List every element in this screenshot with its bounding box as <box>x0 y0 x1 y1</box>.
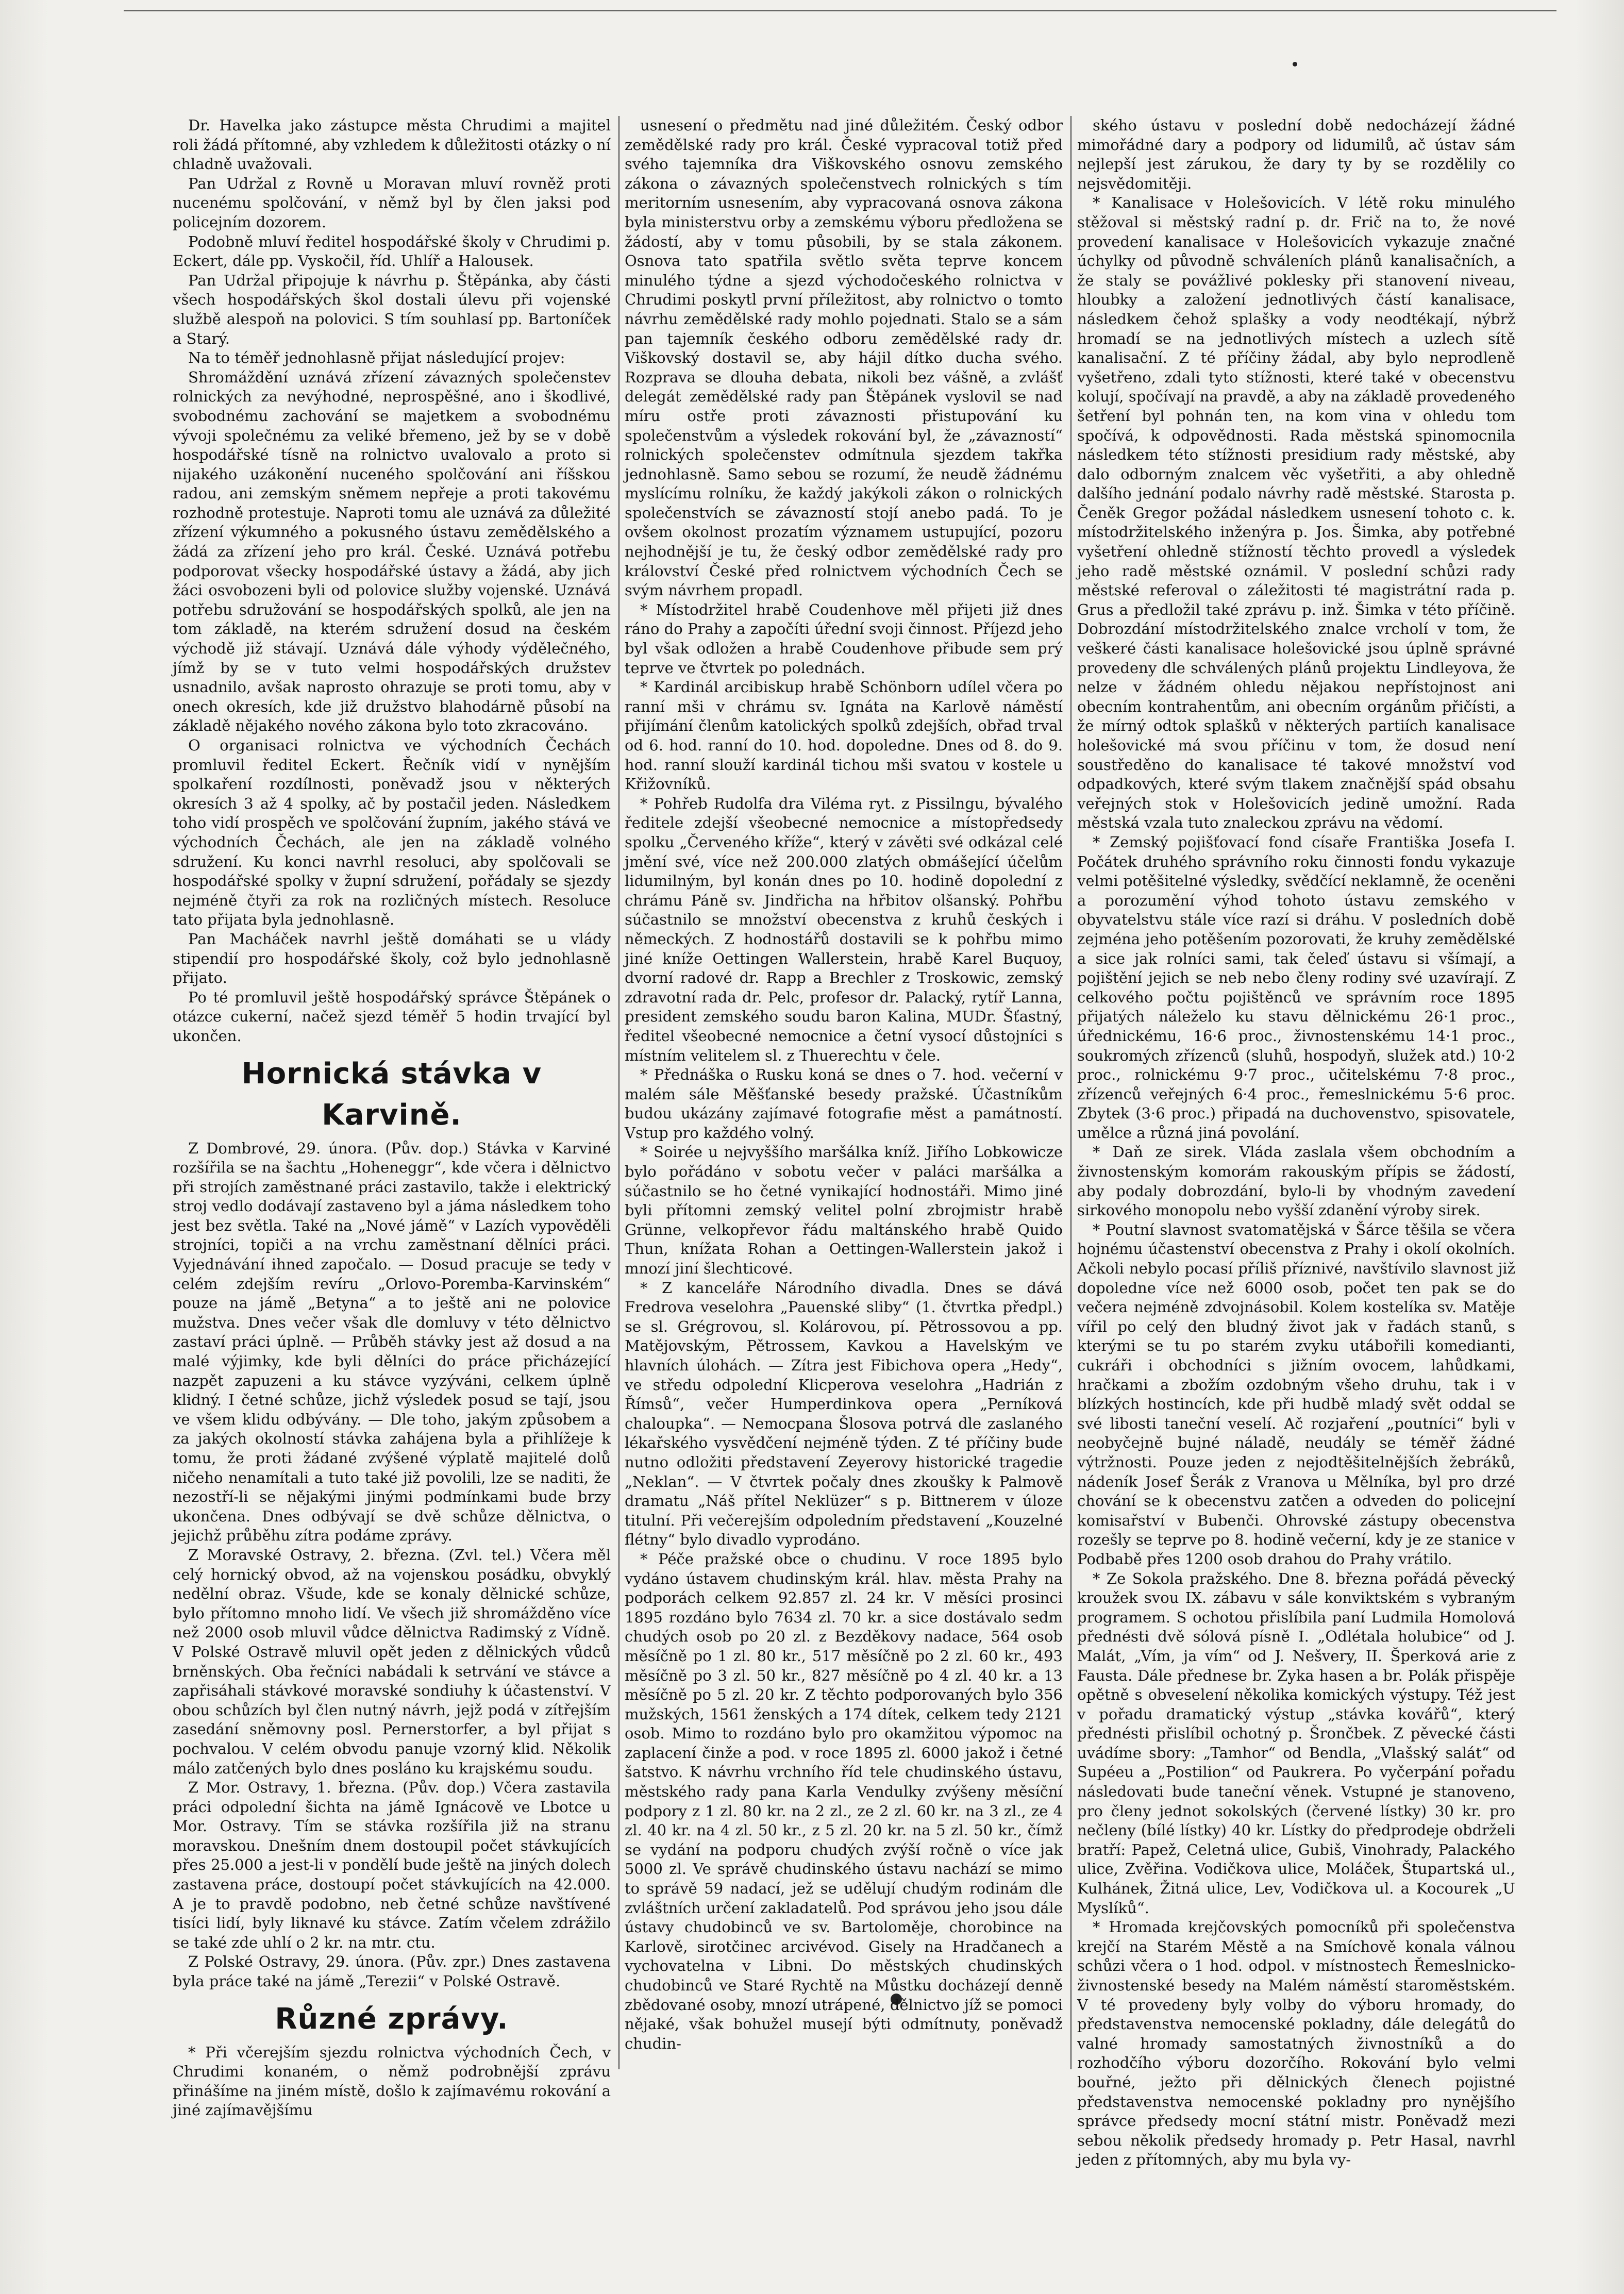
article-farmers-congress <box>173 116 611 1046</box>
paragraph: Z Polské Ostravy, 29. února. (Pův. zpr.) Dnes zastavena byla práce také na jámě „Terezii“ v Polské Ostravě. <box>173 1953 611 1990</box>
paragraph: Pan Udržal připojuje k návrhu p. Štěpánka, aby části všech hospodářských škol dostali úlevu při vojenské službě alespoň na polovici. S tím souhlasí pp. Bartoníček a Starý. <box>173 271 611 347</box>
paragraph: Po té promluvil ještě hospodářský správce Štěpánek o otázce cukerní, načež sjezd téměř 5 hodin trvající byl ukončen. <box>173 988 611 1045</box>
paragraph: * Poutní slavnost svatomatějská v Šárce těšila se včera hojnému účastenství obecenstva z Prahy i okolí okolních. Ačkoli nebylo pocasí příliš příznivé, navštívilo slavnost již dopoledne více než 6000 osob, počet ten pak se do večera nejméně zdvojnásobil. Kolem kostelíka sv. Matěje vířil po celý den bludný život jak v řadách stanů, s kterými se tu po starém zvyku utábořili komedianti, cukráři i obchodníci s jižním ovocem, lahůdkami, hračkami a zbožím ozdobným všeho druhu, tak i v blízkých hostincích, kde při hudbě mladý svět oddal se své libosti taneční veselí. Ač rozjaření „poutníci“ byli v neobyčejně bujné náladě, neudály se téměř žádné výtržnosti. Pouze jeden z nejodtěšitelnějších žebráků, nádeník Josef Šerák z Vranova u Mělníka, byl pro drzé chování se k obecenstvu zatčen a odveden do policejní komisařství v Bubenči. Ohrovské zástupy obecenstva rozešly se teprve po 8. hodině večerní, kdy je ze stanice v Podbabě přes 1200 osob drahou do Prahy vrátilo. <box>1077 1220 1515 1568</box>
paragraph: * Péče pražské obce o chudinu. V roce 1895 bylo vydáno ústavem chudinským král. hlav. města Prahy na podporách celkem 92.857 zl. 24 kr. V měsíci prosinci 1895 rozdáno bylo 7634 zl. 70 kr. a sice dostávalo sedm chudých osob po 20 zl. z Bezděkovy nadace, 564 osob měsíčně po 1 zl. 80 kr., 517 měsíčně po 2 zl. 60 kr., 493 měsíčně po 3 zl. 50 kr., 827 měsíčně po 4 zl. 40 kr. a 13 měsíčně po 5 zl. 20 kr. Z těchto podporovaných bylo 356 mužských, 1561 ženských a 174 dítek, celkem tedy 2121 osob. Mimo to rozdáno bylo pro okamžitou výpomoc na zaplacení činže a pod. v roce 1895 zl. 6000 jakož i četné šatstvo. K návrhu vrchního říd tele chudinského ústavu, městského rady pana Karla Vendulky zvýšeny měsíční podpory z 1 zl. 80 kr. na 2 zl., ze 2 zl. 60 kr. na 3 zl., ze 4 zl. 40 kr. na 4 zl. 50 kr., z 5 zl. 20 kr. na 5 zl. 50 kr., čímž se vydání na podporu chudých zvýší ročně o více jak 5000 zl. Ve správě chudinského ústavu nachází se mimo to správě 59 nadací, jež se udělují chudým rodinám dle zvláštních určení zakladatelů. Pod správou jeho jsou dále ústavy chudobinců ve sv. Bartoloměje, chorobince na Karlově, sirotčinec arcivévod. Gisely na Hradčanech a vychovatelna v Libni. Do městských chudinských chudobinců ve Staré Rychtě na Můstku docházejí denně zbědované osoby, mnozí utrápené, dělnictvo jíž se pomoci nějaké, však bohužel musejí býti odmítnuty, poněvadž chudin- <box>625 1550 1063 2052</box>
headline-news: Různé zprávy. <box>275 2002 509 2036</box>
paragraph: * Zemský pojišťovací fond císaře Františka Josefa I. Počátek druhého správního roku činnosti fondu vykazuje velmi potěšitelné výsledky, svědčící neklamně, že oceněni a porozumění výhod tohoto ústavu zemského v obyvatelstvu stále více razí si dráhu. V posledních době zejména jeho potěšením pozorovati, že kruhy zemědělské a sice jak rolníci sami, tak čeleď ústavu si všímají, a pojištění jejich se neb nebo členy rodiny své uzavírají. Z celkového počtu pojištěnců ve správním roce 1895 přijatých náleželo ku stavu dělnickému 26·1 proc., úřednickému, 16·6 proc., živnostenskému 14·1 proc., soukromých zřízenců (sluhů, hospodyň, služek atd.) 10·2 proc., rolnickému 9·7 proc., učitelskému 7·8 proc., zřízenců veřejných 6·4 proc., řemeslnickému 5·6 proc. Zbytek (3·6 proc.) připadá na duchovenstvo, spisovatele, umělce a různá jiná povolání. <box>1077 833 1515 1142</box>
paragraph: ského ústavu v poslední době nedocházejí žádné mimořádné dary a podpory od lidumilů, ač ústav sám nejlepší jest zárukou, že dary ty by se rozdělily co nejsvědomitěji. <box>1077 116 1515 192</box>
paragraph: * Místodržitel hrabě Coudenhove měl přijeti již dnes ráno do Prahy a započíti úřední svoji činnost. Příjezd jeho byl však odložen a hrabě Coudenhove přibude sem prý teprve ve čtvrtek po polednách. <box>625 600 1063 677</box>
paragraph: Dr. Havelka jako zástupce města Chrudimi a majitel roli žádá přítomné, aby vzhledem k důležitosti otázky o ní chladně uvažovali. <box>173 116 611 173</box>
column-left <box>173 116 611 2119</box>
paragraph: usnesení o předmětu nad jiné důležitém. Český odbor zemědělské rady pro král. České vypracoval totiž před svého tajemníka dra Viškovského osnovu zemského zákona o závazných společenstvech rolnických s tím meritorním usnesením, aby vypracovaná osnova zákona byla ministerstvu orby a zemskému výboru předložena se žádostí, aby v tomu působili, by se stala zákonem. Osnova tato spatřila světlo světa teprve koncem minulého týdne a sjezd východočeského rolnictva v Chrudimi poskytl první příležitost, aby rolnictvo o tomto návrhu zemědělské rady mohlo pojednati. Stalo se a sám pan tajemník českého odboru zemědělské rady dr. Viškovský dostavil se, aby hájil dítko ducha svého. Rozprava se dlouha debata, nikoli bez vášně, a zvlášť delegát zemědělské rady pan Štěpánek vyslovil se nad míru ostře proti závaznosti přistupování ku společenstvům a výsledek rokování byl, že „závazností“ rolnických společenstev odmítnula sjezdem takřka jednohlasně. Samo sebou se rozumí, že neudě žádnému myslícímu rolníku, že každý jakýkoli zákon o rolnických společenstvích se závazností stojí anebo padá. To je ovšem okolnost prozatím významem ustupující, pozoru nejhodnější je tu, že český odbor zemědělské rady pro království České před rolnictvem východních Čech se svým návrhem propadl. <box>625 116 1063 599</box>
paragraph: O organisaci rolnictva ve východních Čechách promluvil ředitel Eckert. Řečník vidí v nynějším spolkaření rozdílnosti, poněvadž jsou v některých okresích 3 až 4 spolky, ač by postačil jeden. Následkem toho vidí prospěch ve spolčování župním, jakého stává ve východních Čechách, ale jen na základě volného sdružení. Ku konci navrhl resoluci, aby spolčovali se hospodářské spolky v župní sdružení, pořádaly se sjezdy nejméně čtyři za rok na rozličných místech. Resoluce tato přijata byla jednohlasně. <box>173 736 611 929</box>
column-right <box>1077 116 1515 2169</box>
paragraph: Z Mor. Ostravy, 1. března. (Pův. dop.) Včera zastavila práci odpolední šichta na jámě Ignácově ve Lbotce u Mor. Ostravy. Tím se stávka rozšířila již na stranu moravskou. Dnešním dnem dostoupil počet stávkujících přes 25.000 a jest-li v pondělí bude ještě na jiných dolech zastavena práce, dostoupí počet stávkujících na 42.000. A je to pravdě podobno, neb četné schůze navštívené tisíci lidí, byly liknavé ku stávce. Zatím včelem zdrážilo se také zde uhlí o 2 kr. na mtr. ctu. <box>173 1779 611 1951</box>
column-rule <box>1070 116 1071 2069</box>
paragraph: * Přednáška o Rusku koná se dnes o 7. hod. večerní v malém sále Měšťanské besedy pražské. Účastníkům budou ukázány zajímavé fotografie měst a památností. Vstup pro každého volný. <box>625 1066 1063 1142</box>
article-strike <box>173 1139 611 1991</box>
paragraph: * Daň ze sirek. Vláda zaslala všem obchodním a živnostenským komorám rakouským přípis se žádostí, aby podaly dobrozdání, bylo-li by vhodným zavedení sirkového monopolu nebo vyšší zdanění výroby sirek. <box>1077 1143 1515 1219</box>
paragraph: * Pohřeb Rudolfa dra Viléma ryt. z Pissilngu, bývalého ředitele zdejší všeobecné nemocnice a místopředsedy spolku „Červeného kříže“, který v závěti své odkázal celé jmění své, více než 200.000 zlatých obmášející účelům lidumilným, byl konán dnes po 10. hodině dopolední z chrámu Páně sv. Jindřicha na hřbitov olšanský. Pohřbu súčastnilo se množství obecenstva z kruhů českých i německých. Z hodnostářů dostavili se k pohřbu mimo jiné kníže Oettingen Wallerstein, hrabě Karel Buquoy, dvorní radové dr. Rapp a Brechler z Troskowic, zemský zdravotní rada dr. Pelc, profesor dr. Palacký, rytíř Lanna, president zemského soudu baron Kalina, MUDr. Šťastný, ředitel všeobecné nemocnice a četní vysocí důstojníci s místním velitelem sl. z Thuerechtu v čele. <box>625 794 1063 1064</box>
paragraph: Z Moravské Ostravy, 2. března. (Zvl. tel.) Včera měl celý hornický obvod, až na vojenskou posádku, obvyklý nedělní obraz. Všude, kde se konaly dělnické schůze, bylo přítomno mnoho lidí. Ve všech již shromážděno více než 2000 osob mluvil vůdce dělnictva Radimský z Vídně. V Polské Ostravě mluvil opět jeden z dělnických vůdců brněnských. Oba řečníci nabádali k setrvání ve stávce a zapřisáhali stávkové moravské sondiuhy k účastenství. V obou schůzích byl člen nutný návrh, jejž podá v zítřejším zasedání sněmovny posl. Pernerstorfer, a byl přijat s pochvalou. V celém obvodu panuje vzorný klid. Několik málo zatčených bylo dnes posláno ku krajskému soudu. <box>173 1546 611 1777</box>
article-news <box>173 2043 611 2120</box>
paragraph: Na to téměř jednohlasně přijat následující projev: <box>188 349 565 367</box>
paragraph: Z Dombrové, 29. února. (Pův. dop.) Stávka v Karviné rozšířila se na šachtu „Hoheneggr“, kde včera i dělnictvo při strojích zaměstnané práci zastavilo, takže i elektrický stroj vedlo dodávají zastaveno byl a jáma následkem toho jest bez světla. Také na „Nové jámě“ v Lazích vypověděli strojníci, topiči a na vrchu zaměstnaní dělníci práci. Vyjednávání ihned započalo. — Dosud pracuje se tedy v celém zdejším revíru „Orlovo-Poremba-Karvinském“ pouze na jámě „Betyna“ a to ještě ani ne polovice mužstva. Dnes večer však dle domluvy v této dělnictvo zastaví práci úplně. — Průběh stávky jest až dosud a na malé výjimky, kde byli dělníci do práce přicházející nazpět zapuzeni a ku stávce vyzýváni, celkem úplně klidný. I četné schůze, jichž výsledek posud se tají, jsou ve všem klidu odbývány. — Dle toho, jakým způsobem a za jakých okolností stávka zahájena byla a přihlížeje k tomu, že proti žádané zvýšené výplatě majitelé dolů ničeho nenamítali a tuto také již povolili, lze se naditi, že nezostří-li se nějakými jinými podmínkami bude brzy ukončena. Dnes odbývají se dvě schůze dělnictva, o jejichž průběhu zítra podáme zprávy. <box>173 1139 611 1545</box>
paragraph: * Při včerejším sjezdu rolnictva východních Čech, v Chrudimi konaném, o němž podrobnější zprávu přinášíme na jiném místě, došlo k zajímavému rokování a jiné zajímavějšímu <box>173 2043 611 2119</box>
paragraph: * Hromada krejčovských pomocníků při společenstva krejčí na Starém Městě a na Smíchově konala válnou schůzi včera o 1 hod. odpol. v místnostech Řemeslnicko-živnostenské besedy na Malém náměstí staroměstském. V té provedeny byly volby do výboru hromady, do představenstva nemocenské pokladny, dále delegátů do valné hromady samostatných živnostníků a do rozhodčího výboru dozorčího. Rokování bylo velmi bouřné, ježto při dělnických členech pojistné představenstva nemocenské pokladny pro nynějšího správce předsedy mocní státní mistr. Poněvadž mezi sebou několik předsedy hromady p. Petr Hasal, navrhl jeden z přítomných, aby mu byla vy- <box>1077 1918 1515 2169</box>
column-rule <box>618 116 620 2069</box>
paragraph: * Kardinál arcibiskup hrabě Schönborn udílel včera po ranní mši v chrámu sv. Ignáta na Karlově náměstí přijímání členům katolických spolků zdejších, obřad trval od 6. hod. ranní do 10. hod. dopoledne. Dnes od 8. do 9. hod. ranní slouží kardinál tichou mši svatou v kostele u Křižovníků. <box>625 678 1063 793</box>
paragraph: Podobně mluví ředitel hospodářské školy v Chrudimi p. Eckert, dále pp. Vyskočil, říd. Uhlíř a Halousek. <box>173 232 611 270</box>
paragraph: * Ze Sokola pražského. Dne 8. března pořádá pěvecký kroužek svou IX. zábavu v sále konviktském s vybraným programem. S ochotou přislíbila paní Ludmila Homolová přednésti dvě sólová písně I. „Odlétala holubice“ od J. Malát, „Vím, ja vím“ od J. Nešvery, II. Šperková arie z Fausta. Dále přednese br. Zyka hasen a br. Polák přispěje opětně s obveselení několika komických výstupy. Též jest v pořadu dramatický výstup „stávka kovářů“, který přednésti přislíbil ochotný p. Šrončbek. Z pěvecké části uvádíme sbory: „Tamhor“ od Bendla, „Vlašský salát“ od Supéeu a „Postilion“ od Paukrera. Po vyčerpání pořadu následovati bude taneční věnek. Vstupné je stanoveno, pro členy jednot sokolských (červené lístky) 30 kr. pro nečleny (bílé lístky) 40 kr. Lístky do předprodeje obdrželi bratří: Papež, Celetná ulice, Gubiš, Vinohrady, Palackého ulice, Zvěřina. Vodičkova ulice, Moláček, Štupartská ul., Kulhánek, Žitná ulice, Lev, Vodičkova ul. a Kocourek „U Myslíků“. <box>1077 1569 1515 1917</box>
paragraph: * Soirée u nejvyššího maršálka kníž. Jiřího Lobkowicze bylo pořádáno v sobotu večer v paláci maršálka a súčastnilo se ho četné vynikající hodnostáři. Mimo jiné byli přítomni zemský velitel polní zbrojmistr hrabě Grünne, velkopřevor řádu maltánského hrabě Quido Thun, knížata Rohan a Oettingen-Wallerstein jakož i mnozí jiní šlechticové. <box>625 1143 1063 1278</box>
ink-speck <box>1293 62 1297 66</box>
paragraph: Pan Macháček navrhl ještě domáhati se u vlády stipendií pro hospodářské školy, což bylo jednohlasně přijato. <box>173 930 611 987</box>
top-border-line <box>124 10 1556 11</box>
paragraph: * Z kanceláře Národního divadla. Dnes se dává Fredrova veselohra „Pauenské sliby“ (1. čtvrtka předpl.) se sl. Grégrovou, sl. Kolárovou, pí. Pětrossovou a pp. Matějovským, Pětrossem, Kavkou a Havelským ve hlavních úlohách. — Zítra jest Fibichova opera „Hedy“, ve středu odpolední Klicperova veselohra „Hadrián z Římsů“, večer Humperdinkova opera „Perníková chaloupka“. — Nemocpana Šlosova potrvá dle zaslaného lékařského vysvědčení nejméně týden. Z té příčiny bude nutno odložiti představení Zeyerovy historické tragedie „Neklan“. — V čtvrtek počaly dnes zkoušky k Palmově dramatu „Náš přítel Neklüzer“ s p. Bittnerem v úloze titulní. Při večerejším odpoledním představení „Kouzelné flétny“ bylo divadlo vyprodáno. <box>625 1279 1063 1549</box>
paragraph: Shromáždění uznává zřízení závazných společenstev rolnických za nevýhodné, neprospěšné, ano i škodlivé, svobodnému zachování se majetkem a svobodnému vývoji společnému za veliké břemeno, jež by se v době hospodářské tísně na rolnictvo uvalovalo a proto si nijakého uzákonění nuceného spolčování ani říšskou radou, ani zemským sněmem nepřeje a proti takovému rozhodně protestuje. Naproti tomu ale uznává za důležité zřízení výkumného a pokusného ústavu zemědělského a žádá za zřízení jeho pro král. České. Uznává potřebu podporovat všecky hospodářské ústavy a žádá, aby jich žáci osvobozeni byli od polovice služby vojenské. Uznává potřebu sdružování se hospodářských spolků, ale jen na tom základě, na kterém sdružení dosud na českém východě již stávají. Uznává dále výhody výdělečného, jímž by se v tuto velmi hospodářských družstev usnadnilo, avšak naprosto ohrazuje se proti tomu, aby v onech okresích, kde již družstvo blahodárně působí na základě nějakého nového zákona bylo toto zkracováno. <box>173 368 611 735</box>
column-middle <box>625 116 1063 2069</box>
paragraph: Pan Udržal z Rovně u Moravan mluví rovněž proti nucenému spolčování, v němž byl by člen jaksi pod policejním dozorem. <box>173 174 611 231</box>
headline-strike: Hornická stávka v Karvině. <box>241 1057 542 1132</box>
paragraph: * Kanalisace v Holešovicích. V létě roku minulého stěžoval si městský radní p. dr. Frič na to, že nové provedení kanalisace v Holešovicích vykazuje značné úchylky od původně schváleních plánů kanalisačních, a že staly se povážlivé poklesky při stanovení niveau, hloubky a založení jednotlivých částí kanalisace, následkem čehož splašky a vody neodtékají, nýbrž hromadí se na jednotlivých místech a uzlech sítě kanalisační. Z té příčiny žádal, aby bylo neprodleně vyšetřeno, zdali tyto stížnosti, které také v obecenstvu kolují, spočívají na pravdě, a aby na základě provedeného šetření byl pohnán ten, na kom vina v ohledu tom spočívá, k odpovědnosti. Rada městská spinomocnila následkem této stížnosti presidium rady městské, aby dalo odborným znalcem věc vyšetřiti, a aby ohledně dalšího jednání podalo návrhy radě městské. Starosta p. Čeněk Gregor požádal následkem usnesení tohoto c. k. místodržitelského inženýra p. Jos. Šimka, aby potřebné vyšetření ohledně stížností těchto provedl a výsledek jeho radě městské oznámil. V poslední schůzi rady městské referoval o záležitosti té magistrátní rada p. Grus a předložil také zprávu p. inž. Šimka v této příčině. Dobrozdání místodržitelského znalce vrcholí v tom, že veškeré části kanalisace holešovické jsou úplně správné provedeny dle schválených plánů projektu Lindleyova, že nelze v žádném ohledu nějakou nepřístojnost ani obecním kontrahentům, ani obecním orgánům přičísti, a že mírný odtok splašků v některých partiích kanalisace holešovické má svou příčinu v tom, že dosud není soustředěno do kanalisace té takové množství vod odpadkových, které svým tlakem značnější spád obsahu veřejných stok v Holešovicích jedině umožní. Rada městská vzala tuto znaleckou zprávu na vědomí. <box>1077 194 1515 832</box>
